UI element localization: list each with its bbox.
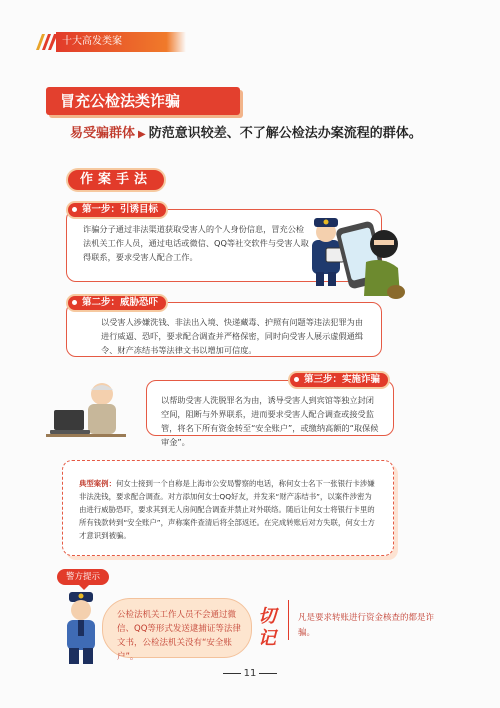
step-1-text: 诈骗分子通过非法渠道获取受害人的个人身份信息，冒充公检法机关工作人员，通过电话或微信、QQ等社交软件与受害人取得联系，要求受害人配合工作。 (83, 224, 309, 262)
section-tab: 十大高发类案 (56, 32, 186, 52)
police-officer-figure (58, 590, 104, 666)
page-number-value: 11 (243, 668, 257, 679)
qieji-label: 切记 (258, 606, 276, 649)
target-text: 防范意识较差、不了解公检法办案流程的群体。 (148, 126, 422, 141)
page-number (0, 668, 500, 679)
method-header: 作案手法 (66, 168, 166, 192)
step-2-text: 以受害人涉嫌洗钱、非法出入境、快递藏毒、护照有问题等违法犯罪为由进行威逼、恐吓，要求配合调查并严格保密，同时向受害人展示虚假通缉令、财产冻结书等法律文书以增加可信度。 (101, 317, 364, 355)
page-title: 冒充公检法类诈骗 (46, 87, 240, 115)
stripes-icon (34, 34, 56, 50)
arrow-right-icon: ▶ (138, 129, 146, 140)
step-3-label: 第三步：实施诈骗 (288, 371, 390, 389)
warning-bubble: 公检法机关工作人员不会通过微信、QQ等形式发送逮捕证等法律文书，公检法机关没有“安全账户”。 (102, 598, 252, 658)
divider (288, 600, 289, 640)
warning-note: 凡是要求转账进行资金核查的都是诈骗。 (298, 613, 435, 638)
warning-tag: 警方提示 (57, 569, 109, 585)
case-text: 何女士接到一个自称是上海市公安局警察的电话，称何女士名下一张银行卡涉嫌非法洗钱，要求配合调查。对方添加何女士QQ好友，并发来“财产冻结书”，以案件涉密为由进行威胁恐吓，要求其到无人房间配合调查并禁止对外联络。随后让何女士将银行卡里的所有钱款转到“安全账户”，声称案件查清后将全部返还。在完成转账后对方失联，何女士方才意识到被骗。 (79, 479, 375, 540)
hacker-figure (336, 218, 406, 300)
target-key: 易受骗群体 (70, 126, 136, 141)
elderly-man-figure (46, 380, 126, 442)
step-1-label: 第一步：引诱目标 (66, 201, 168, 219)
step-3-text: 以帮助受害人洗脱罪名为由，诱导受害人到宾馆等独立封闭空间，阻断与外界联系，进而要求受害人配合调查或接受监管，将名下所有资金转至“安全账户”，或缴纳高额的“取保候审金”。 (161, 395, 379, 447)
case-box (62, 460, 394, 556)
target-group-line (70, 122, 422, 141)
case-key: 典型案例： (79, 479, 116, 488)
laptop-icon (54, 410, 84, 430)
step-2-label: 第二步：威胁恐吓 (66, 294, 168, 312)
